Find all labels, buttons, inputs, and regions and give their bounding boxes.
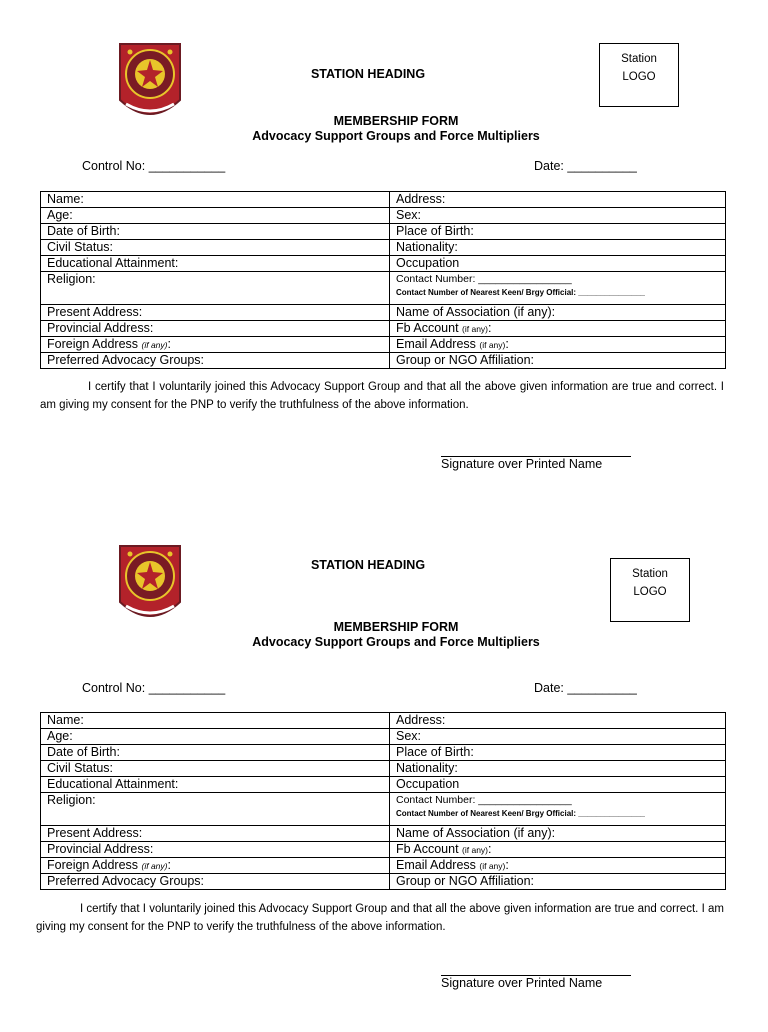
certification-text: I certify that I voluntarily joined this Advocacy Support Group and that all the above given information are true and correct. I am giving my consent for the PNP to verify the truthfulness of the above information.: [40, 381, 724, 411]
contact-cell: [390, 272, 726, 305]
provincial-address-field: Provincial Address:: [41, 842, 390, 858]
ngo-affiliation-field: Group or NGO Affiliation:: [390, 353, 726, 369]
certification-text: I certify that I voluntarily joined this Advocacy Support Group and that all the above given information are true and correct. I am giving my consent for the PNP to verify the truthfulness of the above information.: [36, 903, 724, 933]
religion-field: Religion:: [41, 793, 390, 826]
form-title: MEMBERSHIP FORM: [333, 620, 459, 634]
age-field: Age:: [41, 729, 390, 745]
pnp-seal-icon: [116, 540, 184, 626]
nationality-field: Nationality:: [390, 761, 726, 777]
membership-form-1: [0, 0, 768, 512]
provincial-address-field: Provincial Address:: [41, 321, 390, 337]
keen-contact-field: Contact Number of Nearest Keen/ Brgy Official: _______________: [396, 288, 645, 297]
foreign-address-field: Foreign Address (if any):: [41, 858, 390, 874]
signature-label: Signature over Printed Name: [441, 457, 603, 471]
date-field: Date: __________: [534, 681, 637, 695]
occupation-field: Occupation: [390, 777, 726, 793]
form-subtitle: Advocacy Support Groups and Force Multipliers: [252, 129, 540, 143]
dob-field: Date of Birth:: [41, 224, 390, 240]
civil-status-field: Civil Status:: [41, 240, 390, 256]
membership-form-2: [0, 520, 768, 1032]
contact-number-field: Contact Number: ________________: [396, 273, 572, 285]
signature-label: Signature over Printed Name: [441, 976, 603, 990]
association-field: Name of Association (if any):: [390, 305, 726, 321]
sex-field: Sex:: [390, 208, 726, 224]
station-logo-box: Station LOGO: [610, 558, 690, 622]
member-info-table: [40, 712, 726, 890]
advocacy-groups-field: Preferred Advocacy Groups:: [41, 874, 390, 890]
name-field: Name:: [41, 713, 390, 729]
address-field: Address:: [390, 713, 726, 729]
advocacy-groups-field: Preferred Advocacy Groups:: [41, 353, 390, 369]
pnp-seal-icon: [116, 38, 184, 124]
member-info-table: [40, 191, 726, 369]
religion-field: Religion:: [41, 272, 390, 305]
address-field: Address:: [390, 192, 726, 208]
pob-field: Place of Birth:: [390, 745, 726, 761]
sex-field: Sex:: [390, 729, 726, 745]
fb-account-field: Fb Account (if any):: [390, 321, 726, 337]
education-field: Educational Attainment:: [41, 777, 390, 793]
occupation-field: Occupation: [390, 256, 726, 272]
nationality-field: Nationality:: [390, 240, 726, 256]
date-field: Date: __________: [534, 159, 637, 173]
fb-account-field: Fb Account (if any):: [390, 842, 726, 858]
ngo-affiliation-field: Group or NGO Affiliation:: [390, 874, 726, 890]
form-subtitle: Advocacy Support Groups and Force Multipliers: [252, 635, 540, 649]
form-title: MEMBERSHIP FORM: [333, 114, 459, 128]
age-field: Age:: [41, 208, 390, 224]
control-no-field: Control No: ___________: [82, 681, 226, 695]
foreign-address-field: Foreign Address (if any):: [41, 337, 390, 353]
station-heading: STATION HEADING: [310, 558, 426, 572]
name-field: Name:: [41, 192, 390, 208]
contact-cell: [390, 793, 726, 826]
keen-contact-field: Contact Number of Nearest Keen/ Brgy Official: _______________: [396, 809, 645, 818]
station-heading: STATION HEADING: [310, 67, 426, 81]
civil-status-field: Civil Status:: [41, 761, 390, 777]
control-no-field: Control No: ___________: [82, 159, 226, 173]
association-field: Name of Association (if any):: [390, 826, 726, 842]
present-address-field: Present Address:: [41, 826, 390, 842]
email-field: Email Address (if any):: [390, 337, 726, 353]
contact-number-field: Contact Number: ________________: [396, 794, 572, 806]
present-address-field: Present Address:: [41, 305, 390, 321]
email-field: Email Address (if any):: [390, 858, 726, 874]
dob-field: Date of Birth:: [41, 745, 390, 761]
pob-field: Place of Birth:: [390, 224, 726, 240]
station-logo-box: Station LOGO: [599, 43, 679, 107]
education-field: Educational Attainment:: [41, 256, 390, 272]
